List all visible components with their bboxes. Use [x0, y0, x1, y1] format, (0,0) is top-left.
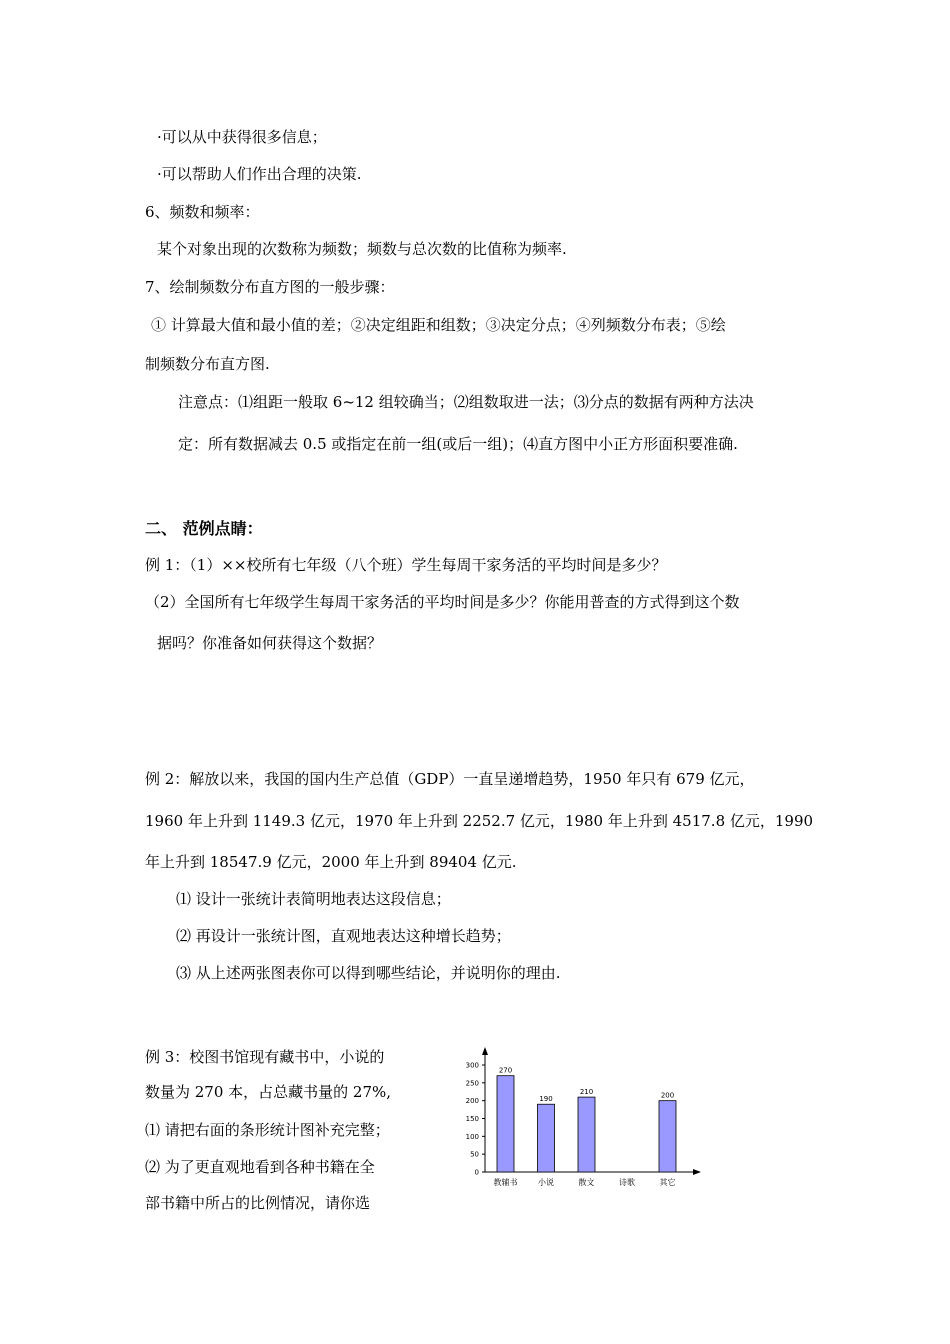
category-label: 小说	[538, 1178, 554, 1187]
y-tick-label: 300	[465, 1061, 479, 1070]
example-line: 据吗？你准备如何获得这个数据？	[157, 634, 383, 652]
question-item: ⑵ 为了更直观地看到各种书籍在全	[145, 1158, 375, 1176]
y-tick-label: 150	[465, 1115, 479, 1123]
example-line: 例 1：（1）××校所有七年级（八个班）学生每周干家务活的平均时间是多少？	[145, 556, 667, 574]
text-line: ·可以帮助人们作出合理的决策.	[157, 165, 362, 183]
example-line: 年上升到 18547.9 亿元，2000 年上升到 89404 亿元.	[145, 853, 517, 871]
question-item: ⑶ 从上述两张图表你可以得到哪些结论，并说明你的理由.	[176, 964, 561, 982]
y-tick-label: 200	[465, 1097, 479, 1106]
data-label: 190	[539, 1095, 553, 1104]
bar	[497, 1076, 514, 1172]
question-item: ⑵ 再设计一张统计图，直观地表达这种增长趋势；	[176, 927, 511, 945]
y-tick-label: 100	[465, 1132, 479, 1141]
bar	[538, 1104, 555, 1172]
bar	[659, 1101, 676, 1172]
text-line: ·可以从中获得很多信息；	[157, 128, 327, 146]
data-label: 270	[498, 1066, 513, 1075]
data-label: 210	[579, 1088, 594, 1097]
example-line: 例 3：校图书馆现有藏书中，小说的	[145, 1048, 385, 1066]
section-heading: 6、频数和频率：	[145, 203, 260, 221]
category-label: 散文	[578, 1178, 595, 1187]
text-line: ① 计算最大值和最小值的差；②决定组距和组数；③决定分点；④列频数分布表；⑤绘	[151, 316, 726, 334]
example-line: 1960 年上升到 1149.3 亿元，1970 年上升到 2252.7 亿元，1980 年上升到 4517.8 亿元，1990	[145, 812, 814, 830]
example-line: 例 2：解放以来，我国的国内生产总值（GDP）一直呈递增趋势，1950 年只有 679 亿元，	[145, 770, 755, 788]
section-heading: 7、绘制频数分布直方图的一般步骤：	[145, 278, 395, 296]
text-line: 某个对象出现的次数称为频数；频数与总次数的比值称为频率.	[157, 240, 567, 258]
example-line: 数量为 270 本，占总藏书量的 27%,	[145, 1083, 392, 1101]
x-axis-arrow	[693, 1169, 701, 1175]
section-title: 二、 范例点睛：	[145, 519, 263, 538]
y-tick-label: 50	[470, 1150, 479, 1159]
example-line: （2）全国所有七年级学生每周干家务活的平均时间是多少？你能用普查的方式得到这个数	[145, 593, 740, 611]
category-label: 诗歌	[619, 1178, 635, 1187]
y-tick-label: 250	[465, 1079, 479, 1088]
y-tick-label: 0	[474, 1168, 479, 1177]
category-label: 其它	[659, 1178, 676, 1187]
bar-chart	[455, 1042, 715, 1192]
category-label: 教辅书	[493, 1178, 518, 1187]
y-axis-arrow	[482, 1047, 488, 1055]
data-label: 200	[660, 1091, 675, 1100]
text-line: 定：所有数据减去 0.5 或指定在前一组(或后一组)；⑷直方图中小正方形面积要准确.	[178, 435, 738, 453]
example-line: 部书籍中所占的比例情况，请你选	[145, 1194, 371, 1212]
question-item: ⑴ 请把右面的条形统计图补充完整；	[145, 1121, 390, 1139]
question-item: ⑴ 设计一张统计表简明地表达这段信息；	[176, 890, 451, 908]
bar	[578, 1097, 595, 1172]
text-line: 制频数分布直方图.	[145, 355, 270, 373]
text-line: 注意点：⑴组距一般取 6~12 组较确当；⑵组数取进一法；⑶分点的数据有两种方法决	[178, 393, 754, 411]
